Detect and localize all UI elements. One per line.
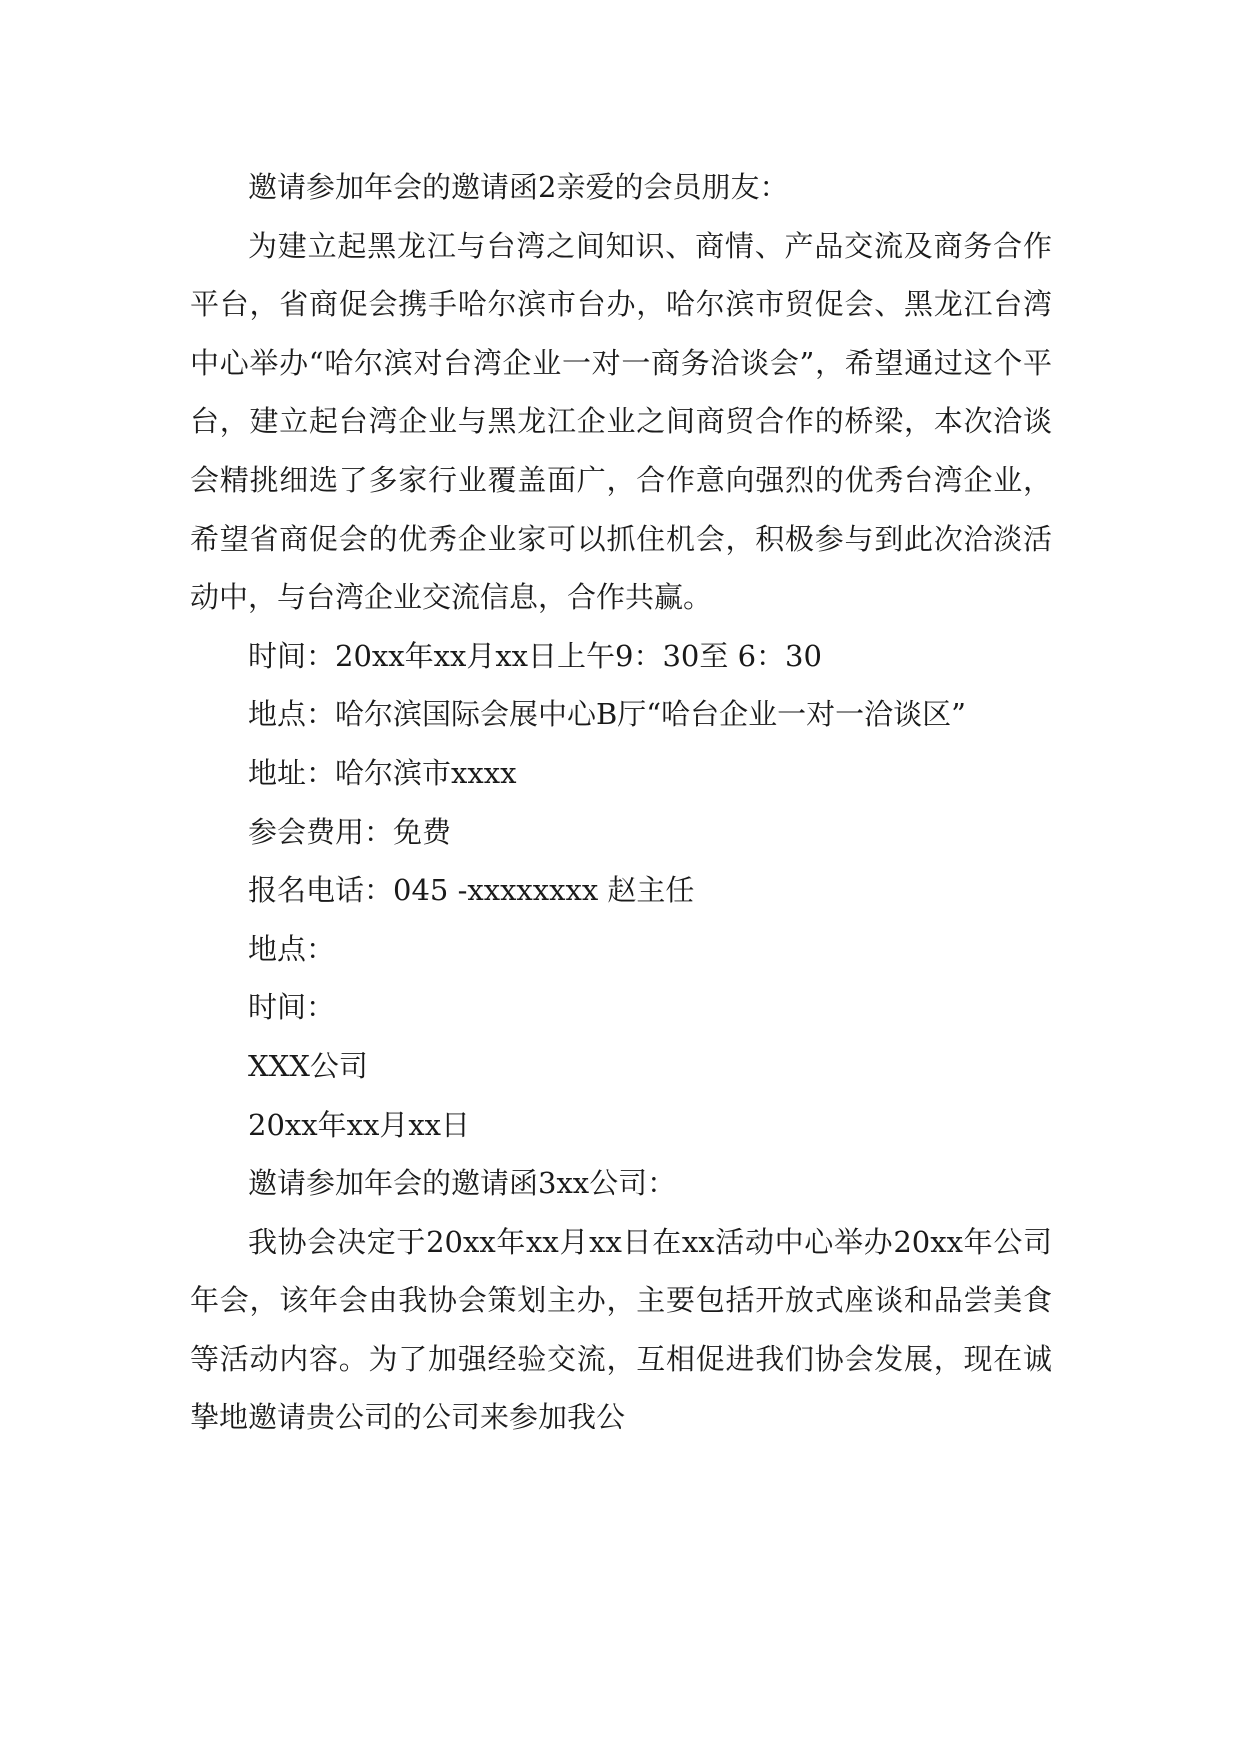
document-body	[190, 158, 1052, 1447]
event-time: 时间：20xx年xx月xx日上午9：30至 6：30	[248, 638, 822, 673]
location-blank: 地点：	[248, 931, 336, 966]
signature-company: XXX公司	[248, 1048, 368, 1083]
time-blank: 时间：	[248, 990, 336, 1025]
signature-date: 20xx年xx月xx日	[248, 1107, 471, 1142]
event-address: 地址：哈尔滨市xxxx	[248, 755, 517, 790]
invitation-2-body: 为建立起黑龙江与台湾之间知识、商情、产品交流及商务合作平台，省商促会携手哈尔滨市台办，哈尔滨市贸促会、黑龙江台湾中心举办“哈尔滨对台湾企业一对一商务洽谈会”，希望通过这个平台，建立起台湾企业与黑龙江企业之间商贸合作的桥梁，本次洽谈会精挑细选了多家行业覆盖面广，合作意向强烈的优秀台湾企业，希望省商促会的优秀企业家可以抓住机会，积极参与到此次洽淡活动中，与台湾企业交流信息，合作共赢。	[190, 228, 1052, 615]
signup-phone: 报名电话：045 -xxxxxxxx 赵主任	[248, 873, 695, 908]
event-fee: 参会费用：免费	[248, 814, 452, 849]
invitation-3-heading: 邀请参加年会的邀请函3xx公司：	[248, 1166, 677, 1201]
invitation-3-body: 我协会决定于20xx年xx月xx日在xx活动中心举办20xx年公司年会，该年会由我协会策划主办，主要包括开放式座谈和品尝美食等活动内容。为了加强经验交流，互相促进我们协会发展，现在诚挚地邀请贵公司的公司来参加我公	[190, 1224, 1052, 1435]
invitation-2-heading: 邀请参加年会的邀请函2亲爱的会员朋友：	[248, 170, 789, 204]
event-location: 地点：哈尔滨国际会展中心B厅“哈台企业一对一洽谈区”	[248, 697, 966, 732]
